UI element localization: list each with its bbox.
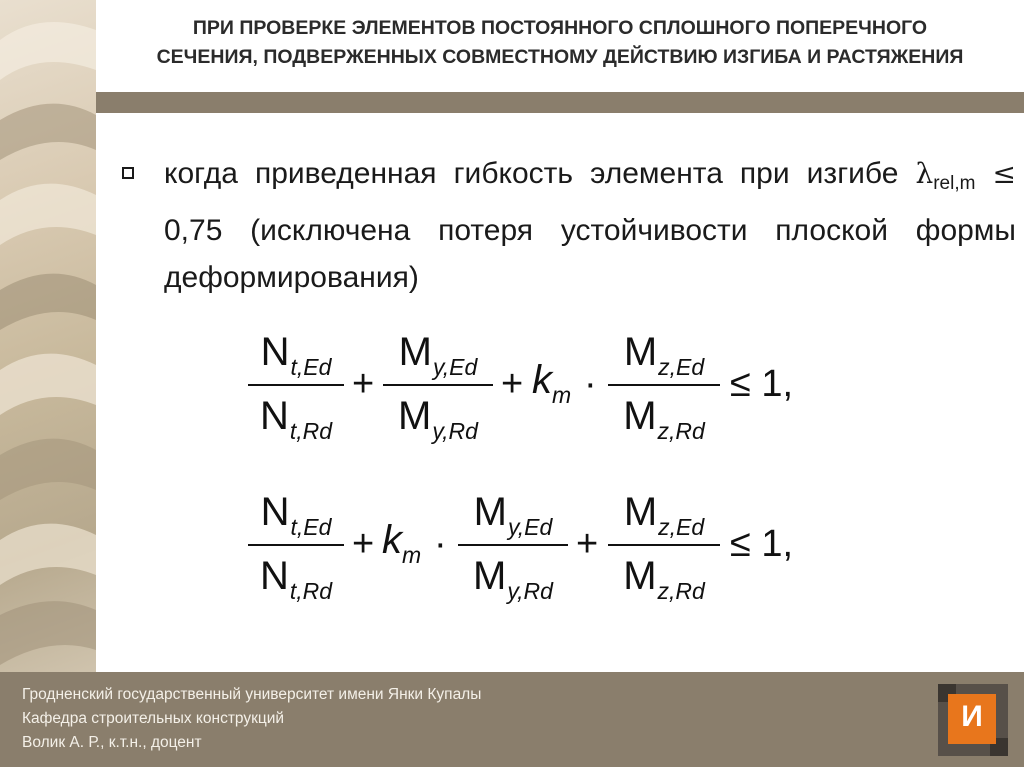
title-underline-bar — [96, 92, 1024, 113]
fraction-denominator: M — [473, 554, 507, 598]
fraction-bar — [608, 544, 720, 546]
footer-department: Кафедра строительных конструкций — [22, 710, 285, 727]
k-symbol: k — [382, 518, 402, 562]
footer-band — [0, 672, 1024, 767]
fraction-numerator: M — [473, 490, 507, 534]
multiply-dot: · — [584, 363, 597, 405]
footer-text — [22, 683, 481, 755]
denominator-index: y,Rd — [432, 418, 478, 444]
km-coefficient — [532, 358, 572, 408]
fraction-bar — [383, 384, 493, 386]
fraction-bar — [248, 544, 344, 546]
denominator-index: z,Rd — [657, 578, 705, 604]
rhs-inequality: ≤ 1, — [730, 523, 794, 565]
footer-university: Гродненский государственный университет имени Янки Купалы — [22, 686, 482, 703]
bullet-text — [164, 150, 1016, 301]
fraction-n — [248, 486, 344, 606]
multiply-dot: · — [434, 523, 447, 565]
numerator-index: y,Ed — [508, 514, 553, 540]
numerator-index: z,Ed — [658, 354, 705, 380]
bullet-text-before: когда приведенная гибкость элемента при изгибе — [164, 157, 916, 190]
fraction-denominator: M — [398, 394, 432, 438]
denominator-index: t,Rd — [289, 578, 333, 604]
denominator-index: y,Rd — [507, 578, 553, 604]
plus-operator: + — [501, 363, 524, 405]
k-index: m — [552, 382, 572, 408]
university-logo-icon — [938, 684, 1008, 756]
plus-operator: + — [352, 363, 375, 405]
square-bullet-icon — [122, 167, 134, 179]
title-line-2: СЕЧЕНИЯ, ПОДВЕРЖЕННЫХ СОВМЕСТНОМУ ДЕЙСТВИЮ ИЗГИБА И РАСТЯЖЕНИЯ — [156, 46, 964, 68]
plus-operator: + — [576, 523, 599, 565]
fraction-n — [248, 326, 344, 446]
fraction-my — [383, 326, 493, 446]
slide-title — [96, 14, 1024, 72]
footer-author: Волик А. Р., к.т.н., доцент — [22, 734, 202, 751]
leq-symbol: ≤ — [992, 157, 1016, 190]
fraction-numerator: N — [260, 330, 290, 374]
fraction-bar — [458, 544, 568, 546]
fraction-denominator: N — [259, 394, 289, 438]
rhs-inequality: ≤ 1, — [730, 363, 794, 405]
fraction-denominator: M — [623, 554, 657, 598]
denominator-index: t,Rd — [289, 418, 333, 444]
denominator-index: z,Rd — [657, 418, 705, 444]
fraction-numerator: M — [623, 490, 658, 534]
fraction-my — [458, 486, 568, 606]
numerator-index: t,Ed — [290, 354, 332, 380]
plus-operator: + — [352, 523, 375, 565]
fraction-bar — [608, 384, 720, 386]
numerator-index: z,Ed — [658, 514, 705, 540]
formula-1 — [248, 326, 808, 446]
bullet-text-after: 0,75 (исключена потеря устойчивости плоской формы деформирования) — [164, 214, 1016, 294]
numerator-index: y,Ed — [433, 354, 478, 380]
decorative-side-image — [0, 0, 96, 672]
km-coefficient — [382, 518, 422, 568]
lambda-subscript: rel,m — [933, 173, 976, 194]
k-symbol: k — [532, 358, 552, 402]
formula-2 — [248, 486, 808, 606]
fraction-numerator: M — [623, 330, 658, 374]
fraction-numerator: N — [260, 490, 290, 534]
fraction-numerator: M — [398, 330, 432, 374]
fraction-mz — [608, 486, 720, 606]
k-index: m — [402, 542, 422, 568]
title-line-1: ПРИ ПРОВЕРКЕ ЭЛЕМЕНТОВ ПОСТОЯННОГО СПЛОШНОГО ПОПЕРЕЧНОГО — [192, 17, 928, 39]
logo-glyph: И — [961, 700, 983, 733]
fraction-denominator: M — [623, 394, 657, 438]
fraction-mz — [608, 326, 720, 446]
numerator-index: t,Ed — [290, 514, 332, 540]
fraction-bar — [248, 384, 344, 386]
lambda-symbol: λ — [915, 157, 934, 190]
title-area — [96, 0, 1024, 92]
fraction-denominator: N — [259, 554, 289, 598]
